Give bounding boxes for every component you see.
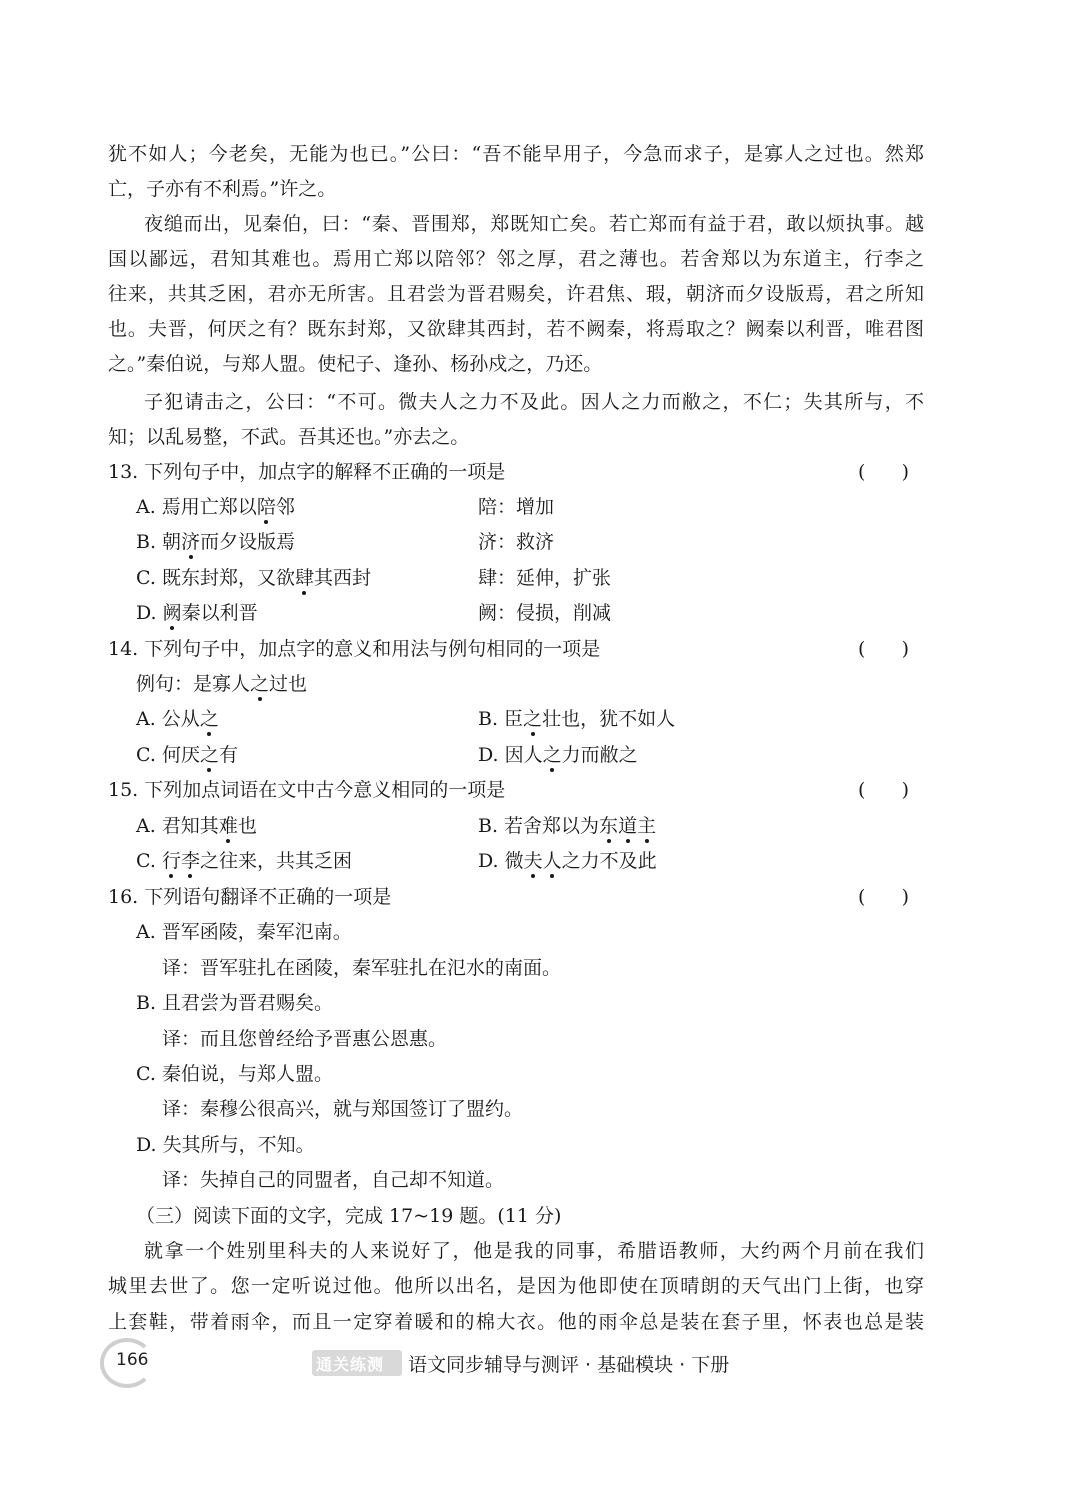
page-number: 166 [116, 1350, 149, 1370]
q13-option-d: D. 阙秦以利晋 [136, 602, 258, 624]
q14-example: 例句：是寡人之过也 [136, 673, 308, 695]
q14-option-a: A. 公从之 [136, 708, 219, 730]
passage-line: 之。”秦伯说，与郑人盟。使杞子、逢孙、杨孙戍之，乃还。 [108, 353, 603, 375]
answer-blank-14[interactable]: ( ) [858, 638, 910, 660]
answer-blank-13[interactable]: ( ) [858, 461, 910, 483]
section-3-line: 就拿一个姓别里科夫的人来说好了，他是我的同事，希腊语教师，大约两个月前在我们 [144, 1240, 924, 1262]
section-3-line: 上套鞋，带着雨伞，而且一定穿着暖和的棉大衣。他的雨伞总是装在套子里，怀表也总是装 [108, 1311, 924, 1333]
q16-option-c: C. 秦伯说，与郑人盟。 [136, 1063, 333, 1085]
q16-option-d-translation: 译：失掉自己的同盟者，自己却不知道。 [162, 1169, 505, 1191]
q13-option-b-gloss: 济：救济 [478, 531, 555, 553]
passage-line: 知；以乱易整，不武。吾其还也。”亦去之。 [108, 426, 470, 448]
section-3-line: 城里去世了。您一定听说过他。他所以出名，是因为他即使在顶晴朗的天气出门上街，也穿 [108, 1275, 924, 1297]
q15-option-d: D. 微夫人之力不及此 [478, 850, 657, 872]
passage-line: 国以鄙远，君知其难也。焉用亡郑以陪邻？邻之厚，君之薄也。若舍郑以为东道主，行李之 [108, 248, 924, 270]
q13-option-a-gloss: 陪：增加 [478, 496, 555, 518]
page-footer [100, 1338, 800, 1388]
q16-option-b: B. 且君尝为晋君赐矣。 [136, 992, 334, 1014]
book-title: 语文同步辅导与测评 · 基础模块 · 下册 [408, 1354, 730, 1376]
passage-line: 犹不如人；今老矣，无能为也已。”公曰：“吾不能早用子，今急而求子，是寡人之过也。然郑 [108, 143, 924, 165]
brand-label: 通关练测 [316, 1355, 385, 1374]
q15-option-c: C. 行李之往来，共其乏困 [136, 850, 352, 872]
q13-option-b: B. 朝济而夕设版焉 [136, 531, 296, 553]
question-15-stem: 15. 下列加点词语在文中古今意义相同的一项是 [108, 779, 506, 801]
passage-line: 夜缒而出，见秦伯，曰：“秦、晋围郑，郑既知亡矣。若亡郑而有益于君，敢以烦执事。越 [144, 213, 924, 235]
q14-option-d: D. 因人之力而敝之 [478, 744, 638, 766]
q15-option-b: B. 若舍郑以为东道主 [478, 815, 657, 837]
q16-option-c-translation: 译：秦穆公很高兴，就与郑国签订了盟约。 [162, 1098, 524, 1120]
q14-option-c: C. 何厌之有 [136, 744, 238, 766]
q13-option-c-gloss: 肆：延伸，扩张 [478, 567, 612, 589]
passage-line: 亡，子亦有不利焉。”许之。 [108, 178, 337, 200]
passage-line: 往来，共其乏困，君亦无所害。且君尝为晋君赐矣，许君焦、瑕，朝济而夕设版焉，君之所知 [108, 283, 924, 305]
question-13-stem: 13. 下列句子中，加点字的解释不正确的一项是 [108, 461, 506, 483]
passage-line: 子犯请击之，公曰：“不可。微夫人之力不及此。因人之力而敝之，不仁；失其所与，不 [144, 391, 924, 413]
q16-option-b-translation: 译：而且您曾经给予晋惠公恩惠。 [162, 1028, 448, 1050]
question-16-stem: 16. 下列语句翻译不正确的一项是 [108, 886, 392, 908]
q13-option-c: C. 既东封郑，又欲肆其西封 [136, 567, 371, 589]
answer-blank-15[interactable]: ( ) [858, 779, 910, 801]
q13-option-a: A. 焉用亡郑以陪邻 [136, 496, 295, 518]
q16-option-a: A. 晋军函陵，秦军氾南。 [136, 921, 352, 943]
q13-option-d-gloss: 阙：侵损，削减 [478, 602, 612, 624]
q16-option-d: D. 失其所与，不知。 [136, 1134, 315, 1156]
q16-option-a-translation: 译：晋军驻扎在函陵，秦军驻扎在氾水的南面。 [162, 957, 562, 979]
passage-line: 也。夫晋，何厌之有？既东封郑，又欲肆其西封，若不阙秦，将焉取之？阙秦以利晋，唯君图 [108, 318, 924, 340]
q15-option-a: A. 君知其难也 [136, 815, 257, 837]
question-14-stem: 14. 下列句子中，加点字的意义和用法与例句相同的一项是 [108, 638, 601, 660]
answer-blank-16[interactable]: ( ) [858, 886, 910, 908]
q14-option-b: B. 臣之壮也，犹不如人 [478, 708, 676, 730]
section-3-heading: （三）阅读下面的文字，完成 17~19 题。(11 分) [136, 1205, 562, 1227]
